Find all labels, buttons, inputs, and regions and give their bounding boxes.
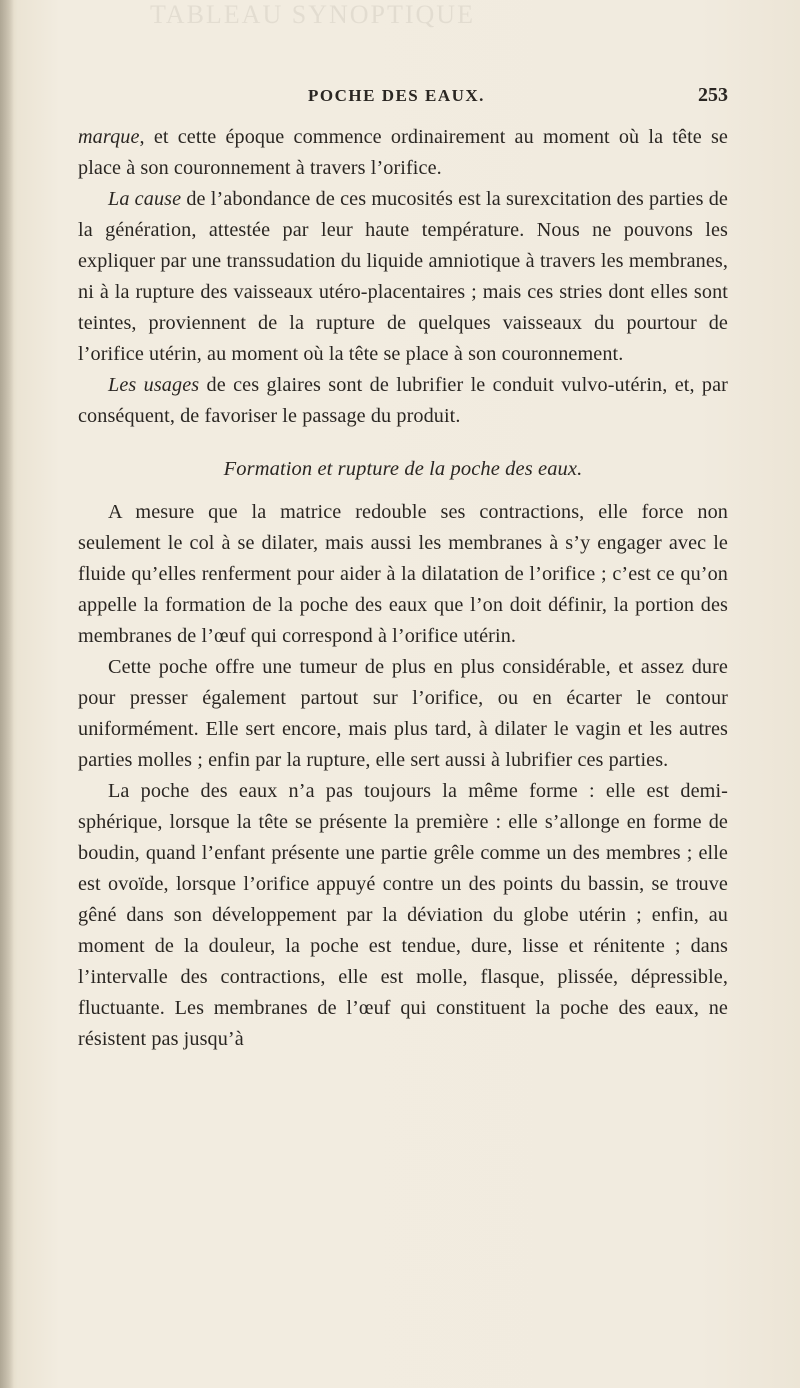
running-title: POCHE DES EAUX. xyxy=(308,86,485,105)
paragraph xyxy=(78,122,728,184)
section-heading: Formation et rupture de la poche des eaux. xyxy=(223,458,583,480)
paragraph-lead: Les usages xyxy=(108,374,200,396)
running-head xyxy=(78,86,728,118)
page-number: 253 xyxy=(698,84,728,106)
paragraph: La poche des eaux n’a pas toujours la même forme : elle est demi-sphérique, lorsque la tête se présente la première : elle s’allonge en forme de boudin, quand l’enfant présente une partie grêle comme un des membres ; elle est ovoïde, lorsque l’orifice appuyé contre un des points du bassin, se trouve gêné dans son développement par la déviation du globe utérin ; enfin, au moment de la douleur, la poche est tendue, dure, lisse et rénitente ; dans l’intervalle des contractions, elle est molle, flasque, plissée, dépressible, fluctuante. Les membranes de l’œuf qui constituent la poche des eaux, ne résistent pas jusqu’à xyxy=(78,780,728,1050)
bleed-through-text: TABLEAU SYNOPTIQUE xyxy=(150,0,475,29)
paragraph-text: , et cette époque commence ordinairement au moment où la tête se place à son couronnement à travers l’orifice. xyxy=(78,126,728,179)
paragraph-text: de ces glaires sont de lubrifier le conduit vulvo-utérin, et, par conséquent, de favoriser le passage du produit. xyxy=(78,374,728,427)
paragraph xyxy=(78,184,728,370)
body-text xyxy=(78,122,728,1342)
paragraph: A mesure que la matrice redouble ses contractions, elle force non seulement le col à se dilater, mais aussi les membranes à s’y engager avec le fluide qu’elles renferment pour aider à la dilatation de l’orifice ; c’est ce qu’on appelle la formation de la poche des eaux que l’on doit définir, la portion des membranes de l’œuf qui correspond à l’orifice utérin. xyxy=(78,501,728,647)
book-spine-shadow xyxy=(0,0,14,1388)
paragraph xyxy=(78,370,728,432)
paragraph-lead: marque xyxy=(78,126,140,148)
paragraph-text: de l’abondance de ces mucosités est la surexcitation des parties de la génération, attestée par leur haute température. Nous ne pouvons les expliquer par une transsudation du liquide amniotique à travers les membranes, ni à la rupture des vaisseaux utéro-placentaires ; mais ces stries dont elles sont teintes, proviennent de la rupture de quelques vaisseaux du pourtour de l’orifice utérin, au moment où la tête se place à son couronnement. xyxy=(78,188,728,365)
paragraph: Cette poche offre une tumeur de plus en plus considérable, et assez dure pour presser également partout sur l’orifice, ou en écarter le contour uniformément. Elle sert encore, mais plus tard, à dilater le vagin et les autres parties molles ; enfin par la rupture, elle sert aussi à lubrifier ces parties. xyxy=(78,656,728,771)
paragraph-lead: La cause xyxy=(108,188,182,210)
